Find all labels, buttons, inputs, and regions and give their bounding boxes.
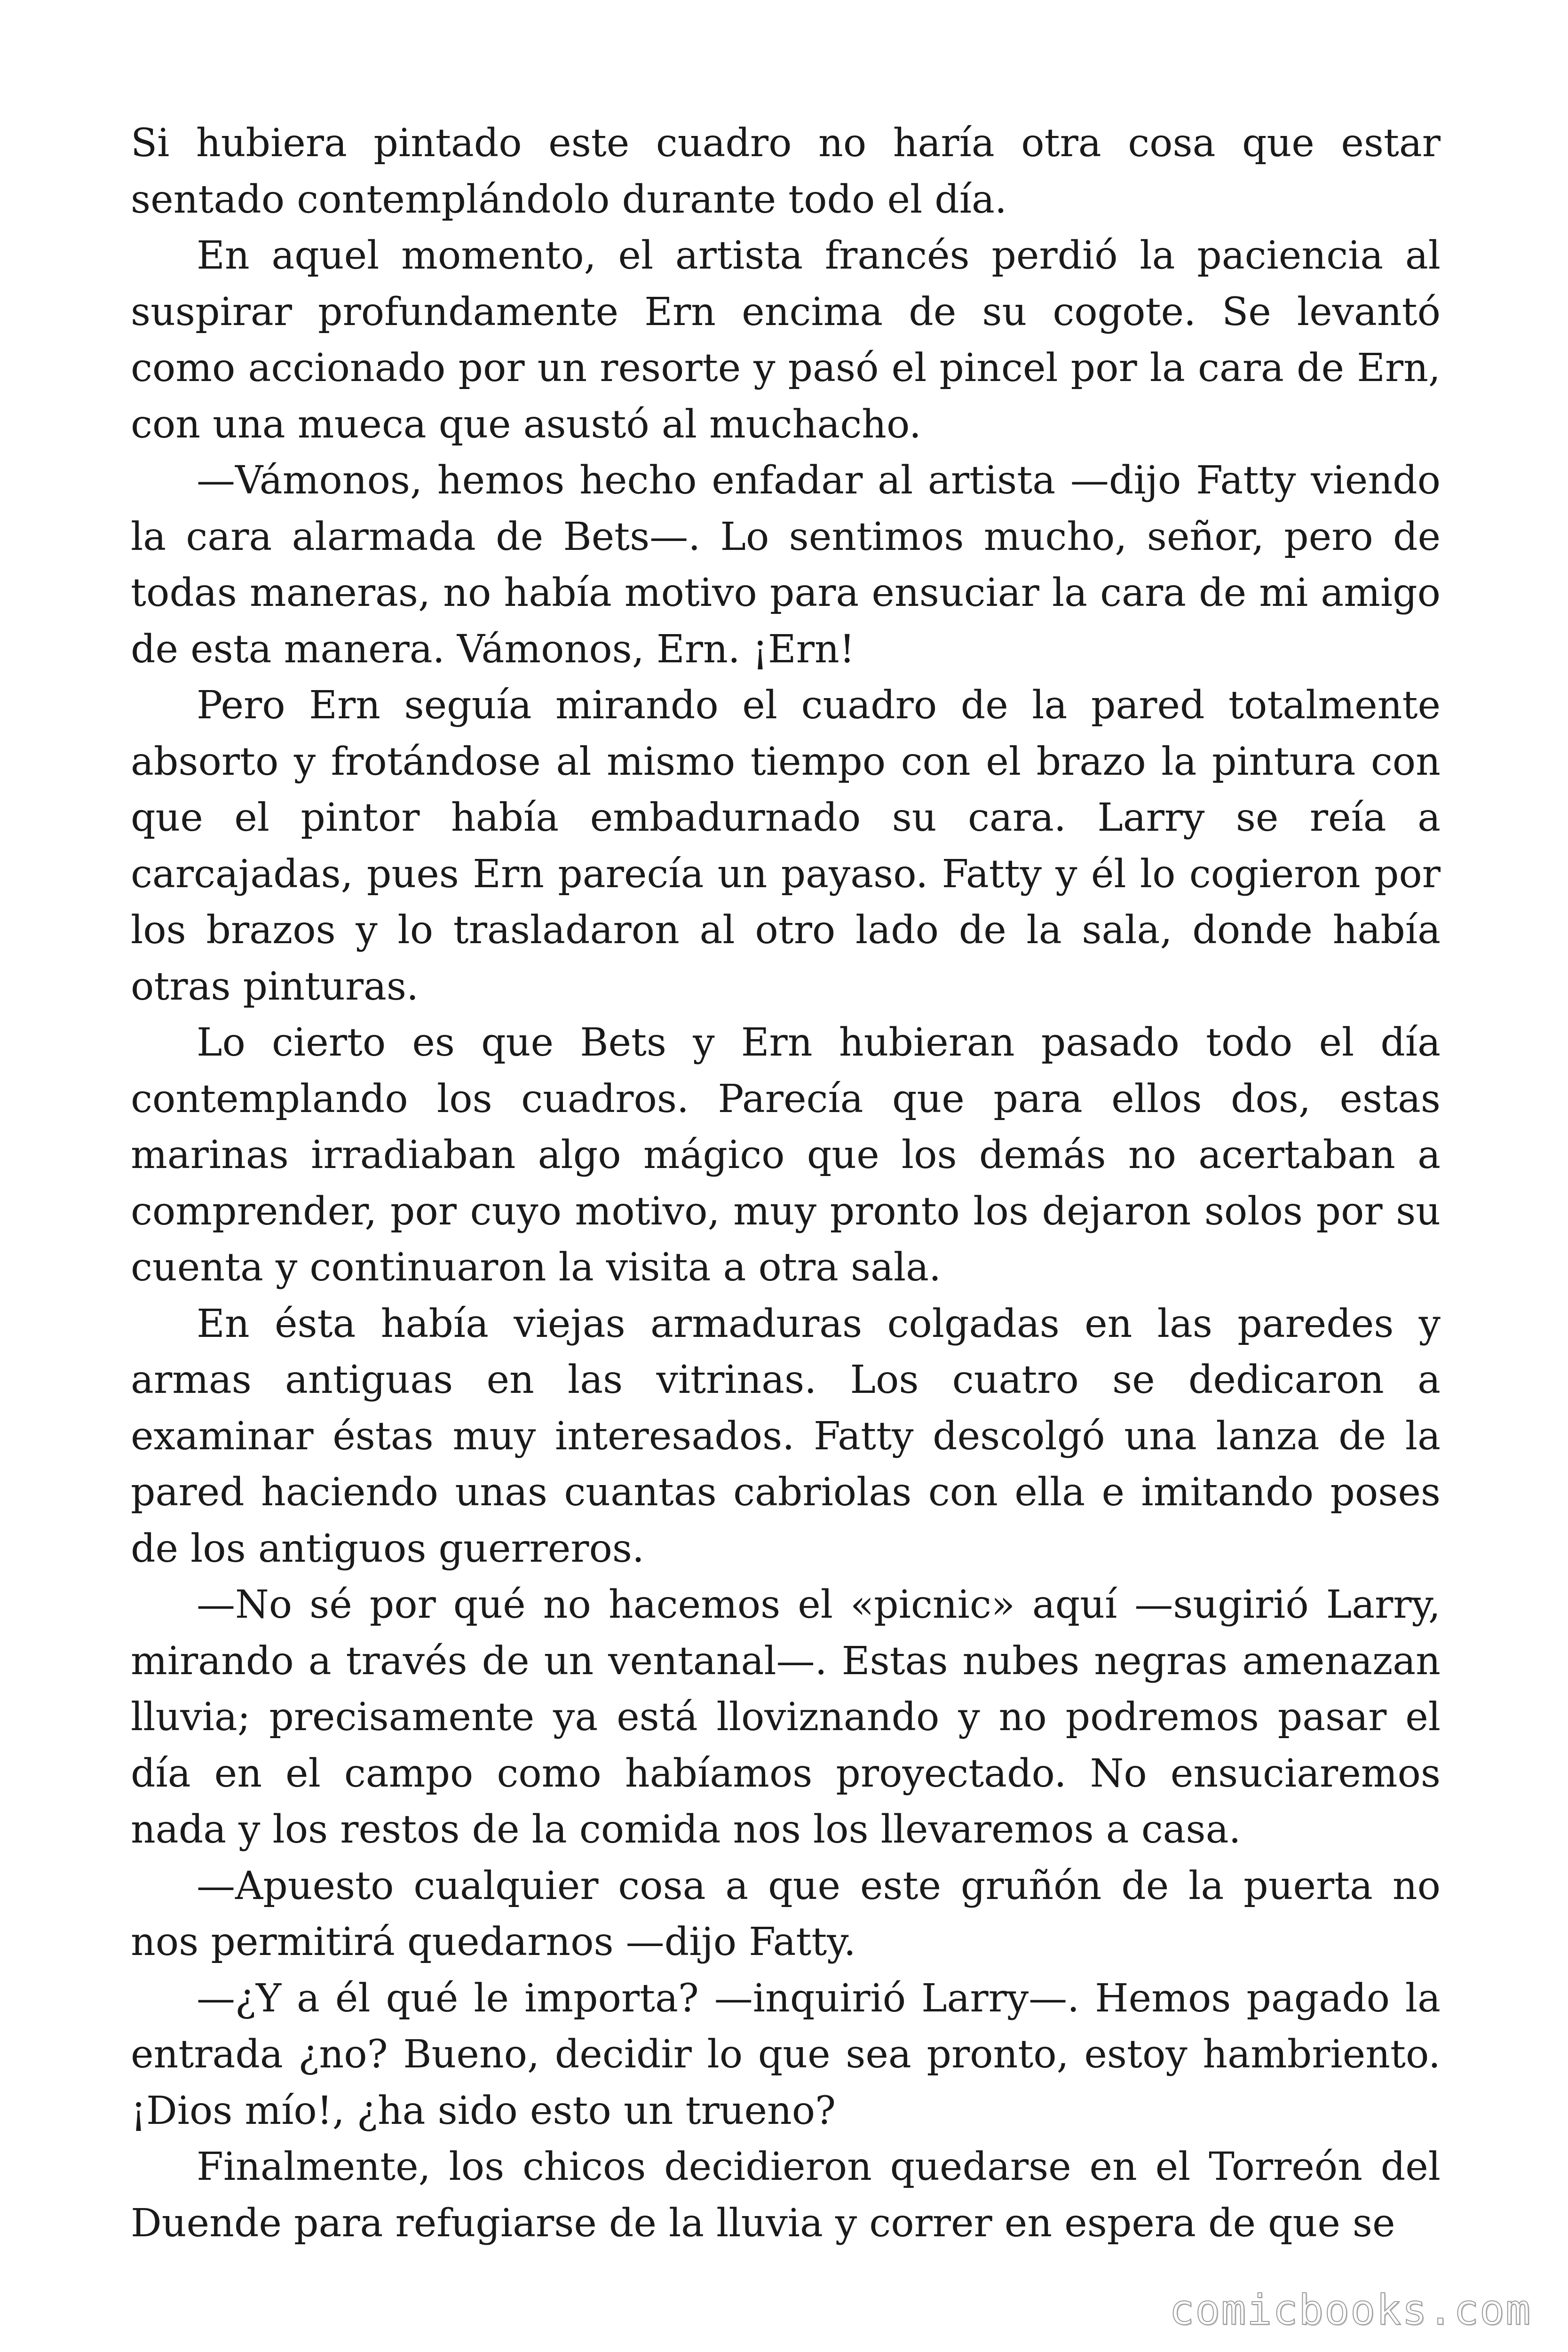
paragraph: En ésta había viejas armaduras colgadas en las paredes y armas antiguas en las vitrinas. Los cuatro se dedicaron a examinar éstas muy interesados. Fatty descolgó una lanza de la pared haciendo unas cuantas cabriolas con ella e imitando poses de los antiguos guerreros. [131,1301,1441,1571]
paragraph: —Apuesto cualquier cosa a que este gruñón de la puerta no nos permitirá quedarnos —dijo Fatty. [131,1863,1441,1964]
paragraph: Finalmente, los chicos decidieron quedarse en el Torreón del Duende para refugiarse de la lluvia y correr en espera de que se [131,2145,1441,2246]
paragraph: —No sé por qué no hacemos el «picnic» aquí —sugirió Larry, mirando a través de un ventanal—. Estas nubes negras amenazan lluvia; precisamente ya está lloviznando y no podremos pasar el día en el campo como habíamos proyectado. No ensuciaremos nada y los restos de la comida nos los llevaremos a casa. [131,1582,1441,1852]
paragraph: Pero Ern seguía mirando el cuadro de la pared totalmente absorto y frotándose al mismo tiempo con el brazo la pintura con que el pintor había embadurnado su cara. Larry se reía a carcajadas, pues Ern parecía un payaso. Fatty y él lo cogieron por los brazos y lo trasladaron al otro lado de la sala, donde había otras pinturas. [131,683,1441,1009]
paragraph: Lo cierto es que Bets y Ern hubieran pasado todo el día contemplando los cuadros. Parecía que para ellos dos, estas marinas irradiaban algo mágico que los demás no acertaban a comprender, por cuyo motivo, muy pronto los dejaron solos por su cuenta y continuaron la visita a otra sala. [131,1020,1441,1290]
paragraph: —¿Y a él qué le importa? —inquirió Larry—. Hemos pagado la entrada ¿no? Bueno, decidir lo que sea pronto, estoy hambriento. ¡Dios mío!, ¿ha sido esto un trueno? [131,1976,1441,2133]
paragraph: En aquel momento, el artista francés perdió la paciencia al suspirar profundamente Ern encima de su cogote. Se levantó como accionado por un resorte y pasó el pincel por la cara de Ern, con una mueca que asustó al muchacho. [131,233,1441,447]
paragraph-continuation: Si hubiera pintado este cuadro no haría otra cosa que estar sentado contemplándolo durante todo el día. [131,121,1441,222]
watermark: comicbooks.com [1169,2286,1531,2334]
paragraph: —Vámonos, hemos hecho enfadar al artista —dijo Fatty viendo la cara alarmada de Bets—. Lo sentimos mucho, señor, pero de todas maneras, no había motivo para ensuciar la cara de mi amigo de esta manera. Vámonos, Ern. ¡Ern! [131,458,1441,672]
body-text [131,115,1441,2251]
